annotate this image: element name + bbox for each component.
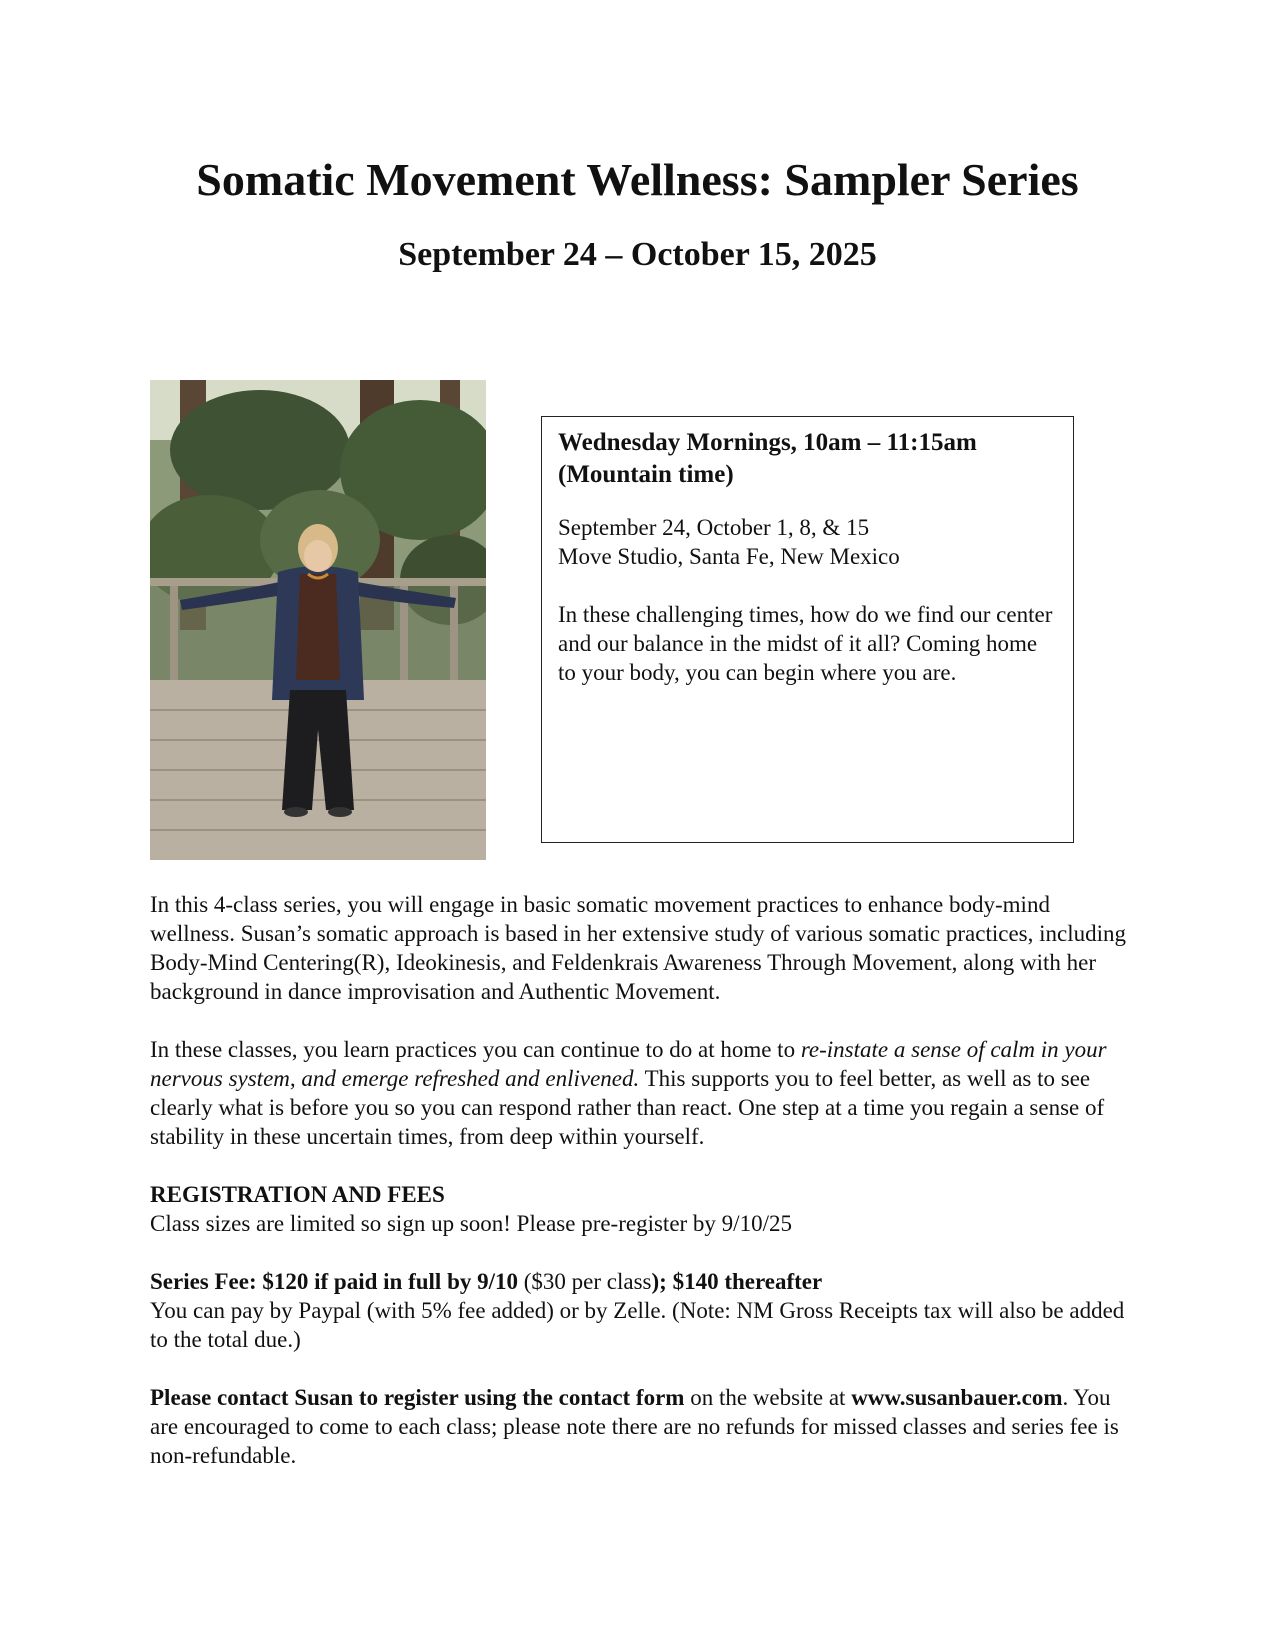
contact-info <box>150 1383 1130 1470</box>
series-fee <box>150 1267 1130 1296</box>
paragraph-2-emphasis: re-instate a sense of calm in your nervous system, and emerge refreshed and enlivened. <box>150 1037 1107 1091</box>
intro-text: In these challenging times, how do we find our center and our balance in the midst of it all? Coming home to your body, you can begin where you are. <box>558 602 1053 685</box>
description-paragraph-2 <box>150 1035 1130 1151</box>
series-dates: September 24 – October 15, 2025 <box>398 236 877 273</box>
contact-mid: on the website at <box>684 1385 852 1410</box>
description-paragraph-1: In this 4-class series, you will engage in basic somatic movement practices to enhance body-mind wellness. Susan’s somatic approach is based in her extensive study of various somatic practices, including Body-Mind Centering(R), Ideokinesis, and Feldenkrais Awareness Through Movement, along with her background in dance improvisation and Authentic Movement. <box>150 892 1126 1004</box>
instructor-photo <box>150 380 486 860</box>
contact-instruction: Please contact Susan to register using the contact form <box>150 1385 685 1410</box>
schedule-time: Wednesday Mornings, 10am – 11:15am <box>558 429 977 456</box>
refund-policy: . You are encouraged to come to each class; please note there are no refunds for missed classes and series fee is non-refundable. <box>150 1385 1119 1468</box>
website-link[interactable]: www.susanbauer.com <box>851 1385 1063 1410</box>
fee-per-class: ($30 per class <box>518 1269 652 1294</box>
fee-early: Series Fee: $120 if paid in full by 9/10 <box>150 1269 518 1294</box>
schedule-heading <box>558 427 1057 491</box>
schedule-timezone: (Mountain time) <box>558 461 734 488</box>
paragraph-2-start: In these classes, you learn practices you can continue to do at home to <box>150 1037 801 1062</box>
payment-info: You can pay by Paypal (with 5% fee added) or by Zelle. (Note: NM Gross Receipts tax will also be added to the total due.) <box>150 1298 1125 1352</box>
body-text <box>150 890 1130 1499</box>
page-title: Somatic Movement Wellness: Sampler Series <box>196 154 1079 205</box>
class-dates: September 24, October 1, 8, & 15 <box>558 515 870 540</box>
schedule-box <box>541 416 1074 843</box>
paragraph-2-end: This supports you to feel better, as well as to see clearly what is before you so you can respond rather than react. One step at a time you regain a sense of stability in these uncertain times, from deep within yourself. <box>150 1066 1105 1149</box>
fee-late: ); $140 thereafter <box>651 1269 823 1294</box>
class-location: Move Studio, Santa Fe, New Mexico <box>558 544 900 569</box>
registration-note: Class sizes are limited so sign up soon! Please pre-register by 9/10/25 <box>150 1211 792 1236</box>
registration-heading: REGISTRATION AND FEES <box>150 1182 445 1207</box>
